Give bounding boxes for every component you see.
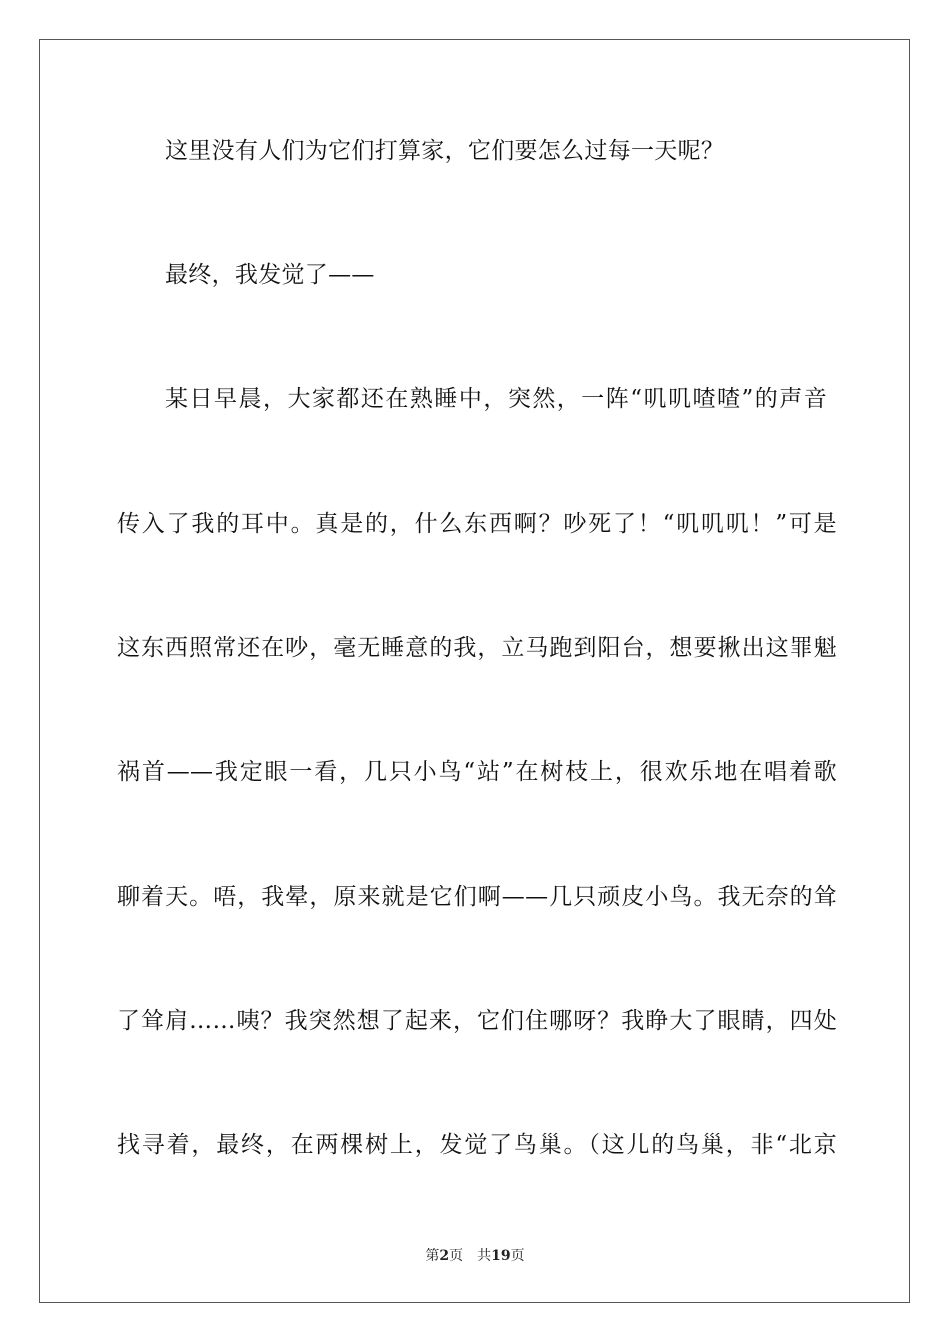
paragraph-line: 传入了我的耳中。真是的，什么东西啊？吵死了！“叽叽叽！”可是 [117,511,837,537]
page-footer [0,1246,950,1266]
page-prefix: 第 [425,1248,440,1264]
page-border [39,39,910,1303]
paragraph-line: 这里没有人们为它们打算家，它们要怎么过每一天呢？ [165,138,725,164]
page-number: 2 [439,1248,450,1264]
paragraph-line: 祸首——我定眼一看，几只小鸟“站”在树枝上，很欢乐地在唱着歌 [117,759,837,785]
paragraph-line: 聊着天。唔，我晕，原来就是它们啊——几只顽皮小鸟。我无奈的耸 [117,884,837,910]
page-suffix: 页 [449,1248,464,1264]
total-pages: 19 [491,1248,511,1264]
total-suffix: 页 [510,1248,525,1264]
paragraph-line: 这东西照常还在吵，毫无睡意的我，立马跑到阳台，想要揪出这罪魁 [117,635,837,661]
total-prefix: 共 [477,1248,492,1264]
paragraph-line: 某日早晨，大家都还在熟睡中，突然，一阵“叽叽喳喳”的声音 [165,386,827,412]
paragraph-line: 最终，我发觉了—— [165,262,375,288]
paragraph-line: 找寻着，最终，在两棵树上，发觉了鸟巢。（这儿的鸟巢，非“北京 [117,1132,837,1158]
paragraph-line: 了耸肩……咦？我突然想了起来，它们住哪呀？我睁大了眼睛，四处 [117,1008,837,1034]
